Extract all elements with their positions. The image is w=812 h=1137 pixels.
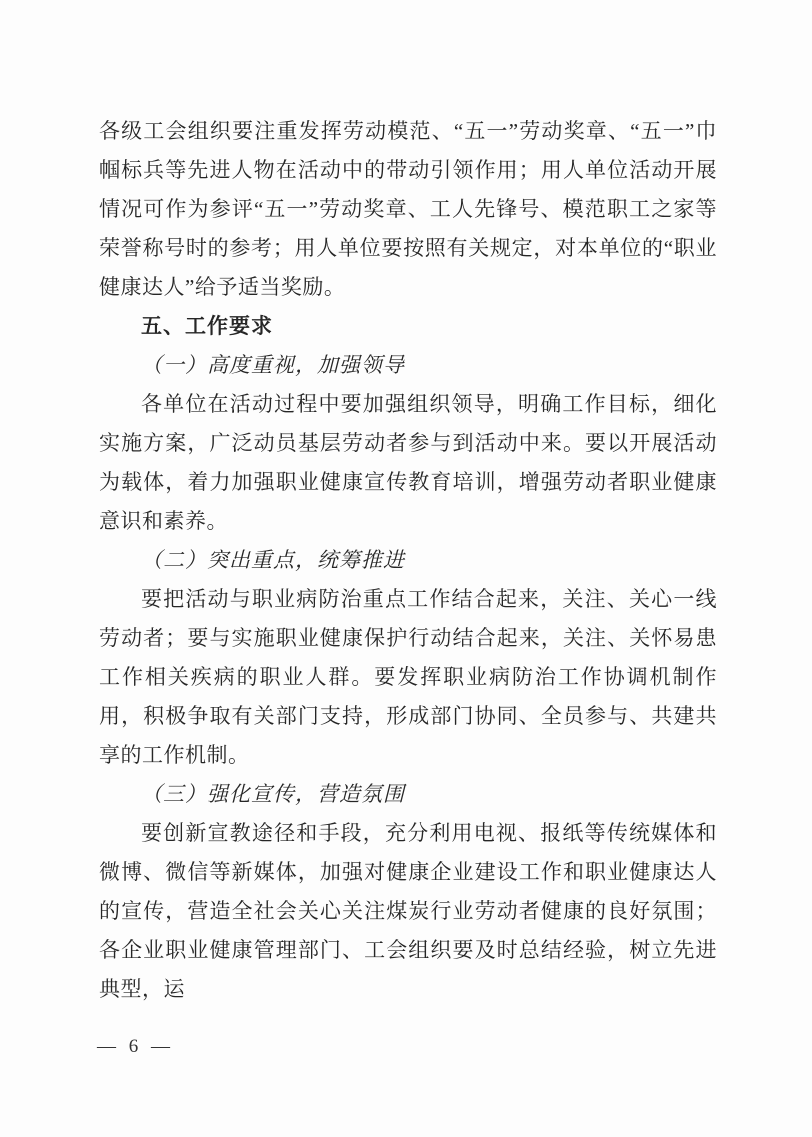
continuation-paragraph: 各级工会组织要注重发挥劳动模范、“五一”劳动奖章、“五一”巾帼标兵等先进人物在活动中的带动引领作用；用人单位活动开展情况可作为参评“五一”劳动奖章、工人先锋号、模范职工之家等荣誉称号时的参考；用人单位要按照有关规定，对本单位的“职业健康达人”给予适当奖励。 — [99, 119, 717, 299]
subsection-title-1: （一）高度重视，加强领导 — [141, 353, 405, 377]
section-heading: 五、工作要求 — [141, 315, 273, 338]
subsection-body-1: 各单位在活动过程中要加强组织领导，明确工作目标，细化实施方案，广泛动员基层劳动者参与到活动中来。要以开展活动为载体，着力加强职业健康宣传教育培训，增强劳动者职业健康意识和素养。 — [99, 392, 717, 533]
subsection-title-3: （三）强化宣传，营造氛围 — [141, 782, 405, 806]
page-number: — 6 — — [97, 1036, 174, 1057]
subsection-body-2: 要把活动与职业病防治重点工作结合起来，关注、关心一线劳动者；要与实施职业健康保护行动结合起来，关注、关怀易患工作相关疾病的职业人群。要发挥职业病防治工作协调机制作用，积极争取有关部门支持，形成部门协同、全员参与、共建共享的工作机制。 — [99, 587, 717, 767]
subsection-title-2: （二）突出重点，统筹推进 — [141, 548, 405, 572]
subsection-body-3: 要创新宣教途径和手段，充分利用电视、报纸等传统媒体和微博、微信等新媒体，加强对健康企业建设工作和职业健康达人的宣传，营造全社会关心关注煤炭行业劳动者健康的良好氛围；各企业职业健康管理部门、工会组织要及时总结经验，树立先进典型，运 — [99, 821, 717, 1001]
text-block — [99, 112, 717, 1009]
